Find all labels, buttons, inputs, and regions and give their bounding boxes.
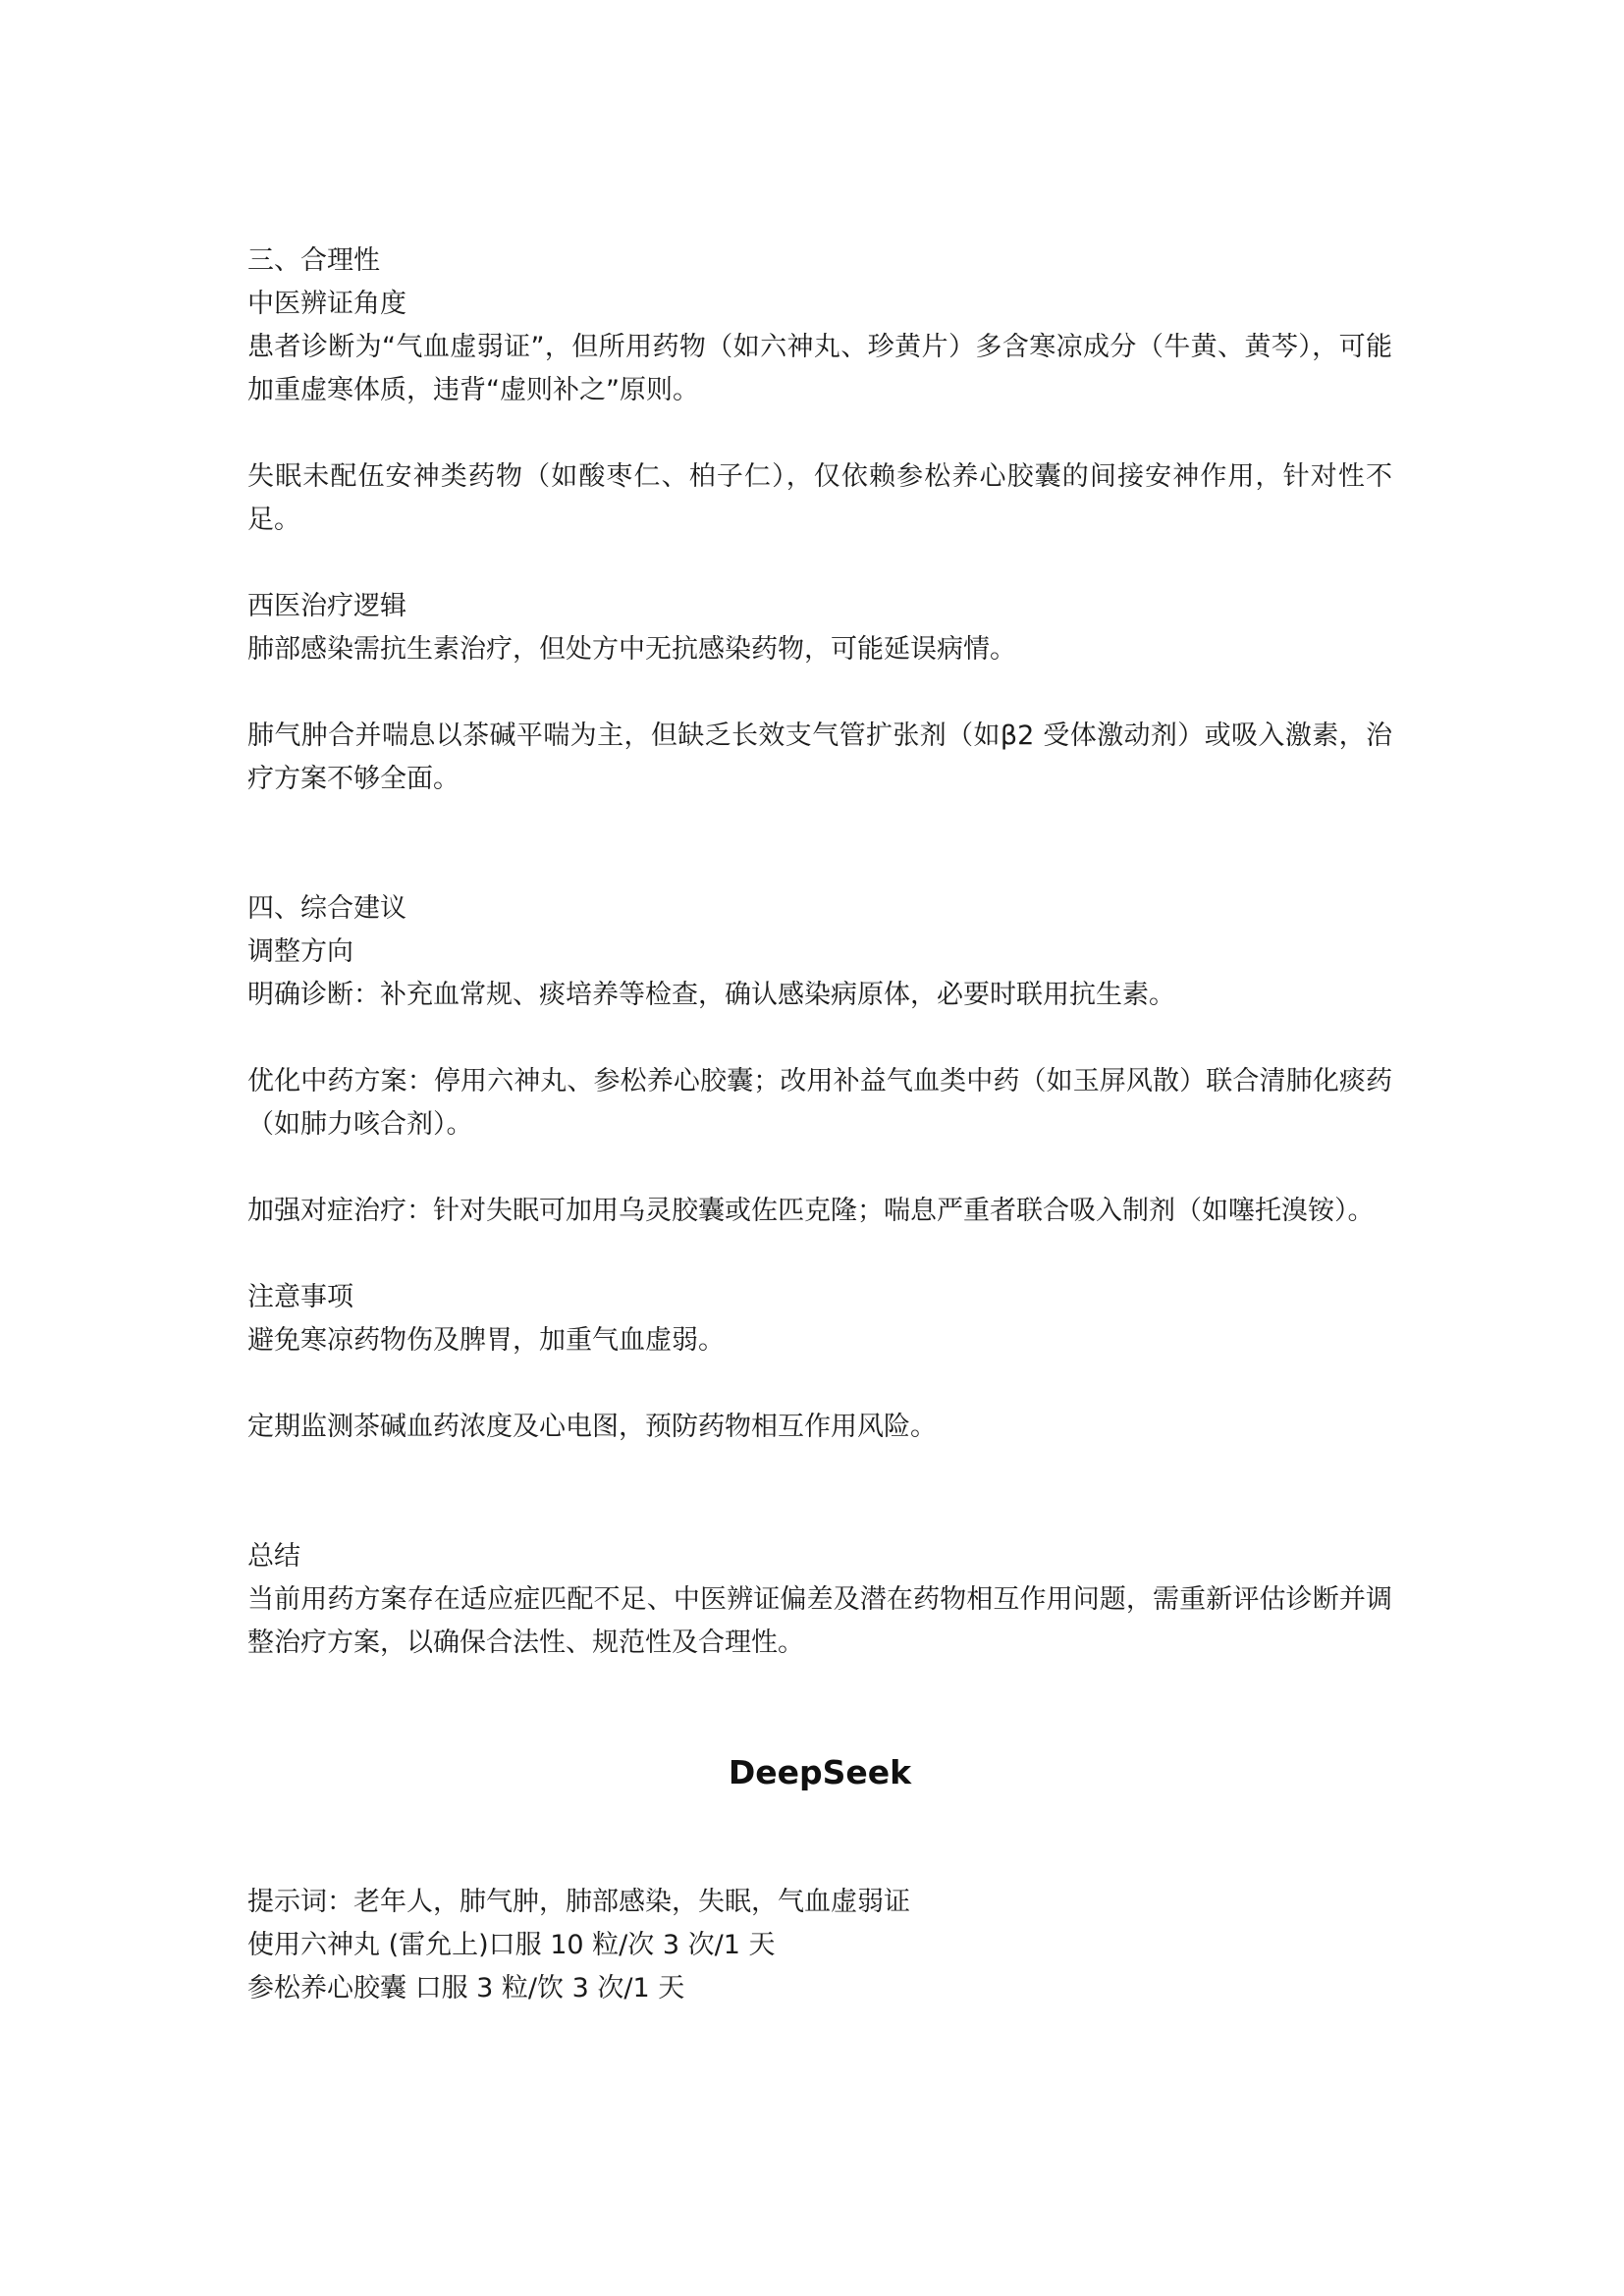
- subheading-adjustments: 调整方向: [247, 936, 353, 967]
- section-heading-recommendations: 四、综合建议: [247, 893, 406, 924]
- document-page: [247, 240, 1392, 2010]
- section-heading-summary: 总结: [247, 1541, 300, 1572]
- paragraph-clarify-diagnosis: 明确诊断：补充血常规、痰培养等检查，确认感染病原体，必要时联用抗生素。: [247, 980, 1175, 1010]
- paragraph-lung-infection: 肺部感染需抗生素治疗，但处方中无抗感染药物，可能延误病情。: [247, 634, 1016, 665]
- paragraph-avoid-cold-drugs: 避免寒凉药物伤及脾胃，加重气血虚弱。: [247, 1325, 725, 1356]
- subheading-tcm-syndrome: 中医辨证角度: [247, 289, 406, 319]
- paragraph-optimize-tcm: 优化中药方案：停用六神丸、参松养心胶囊；改用补益气血类中药（如玉屏风散）联合清肺化痰药（如肺力咳合剂）。: [247, 1066, 1392, 1140]
- paragraph-monitor-theophylline: 定期监测茶碱血药浓度及心电图，预防药物相互作用风险。: [247, 1412, 937, 1442]
- medication-line-liushen: 使用六神丸 (雷允上)口服 10 粒/次 3 次/1 天: [247, 1930, 776, 1960]
- paragraph-symptomatic-treatment: 加强对症治疗：针对失眠可加用乌灵胶囊或佐匹克隆；喘息严重者联合吸入制剂（如噻托溴铵）。: [247, 1196, 1375, 1226]
- paragraph-tcm-cold-herbs: 患者诊断为“气血虚弱证”，但所用药物（如六神丸、珍黄片）多含寒凉成分（牛黄、黄芩），可能加重虚寒体质，违背“虚则补之”原则。: [247, 332, 1392, 405]
- paragraph-summary: 当前用药方案存在适应症匹配不足、中医辨证偏差及潜在药物相互作用问题，需重新评估诊断并调整治疗方案，以确保合法性、规范性及合理性。: [247, 1584, 1392, 1658]
- paragraph-emphysema-treatment: 肺气肿合并喘息以茶碱平喘为主，但缺乏长效支气管扩张剂（如β2 受体激动剂）或吸入激素，治疗方案不够全面。: [247, 721, 1392, 794]
- paragraph-insomnia-sedatives: 失眠未配伍安神类药物（如酸枣仁、柏子仁），仅依赖参松养心胶囊的间接安神作用，针对性不足。: [247, 461, 1392, 535]
- medication-line-shensong: 参松养心胶囊 口服 3 粒/饮 3 次/1 天: [247, 1973, 685, 2003]
- prompt-keywords-line: 提示词：老年人，肺气肿，肺部感染，失眠，气血虚弱证: [247, 1887, 910, 1917]
- subheading-precautions: 注意事项: [247, 1282, 353, 1312]
- section-heading-rationality: 三、合理性: [247, 245, 380, 276]
- deepseek-title: DeepSeek: [728, 1753, 912, 1791]
- subheading-western-logic: 西医治疗逻辑: [247, 591, 406, 621]
